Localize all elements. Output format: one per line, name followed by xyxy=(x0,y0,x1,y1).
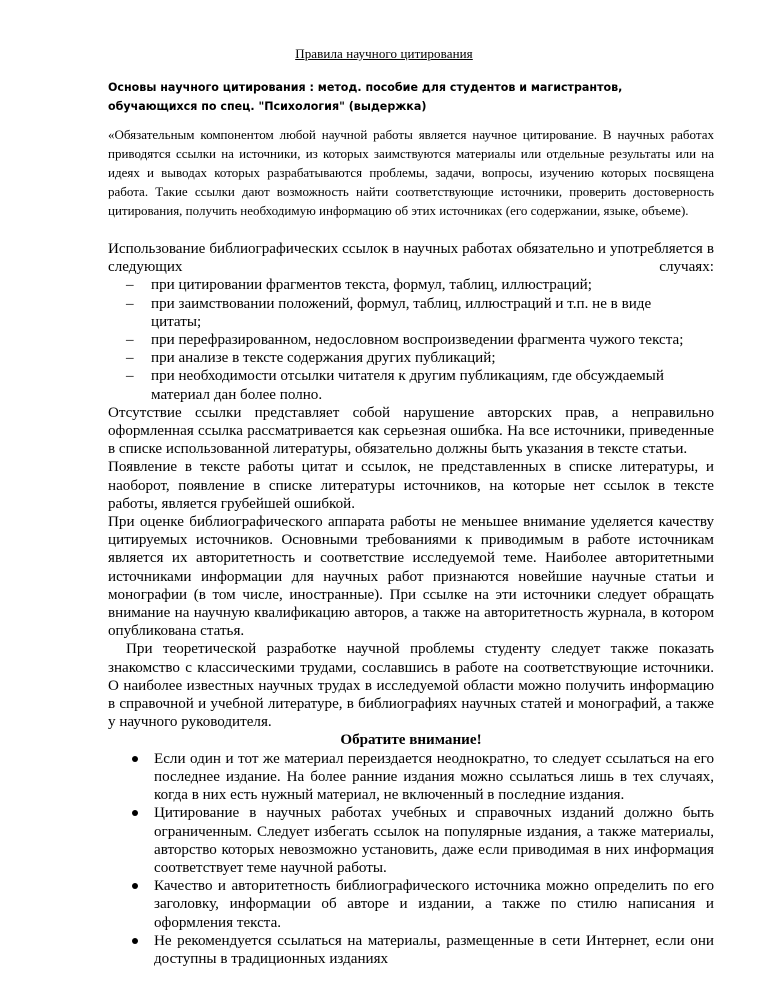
list-item: – при необходимости отсылки читателя к другим публикациям, где обсуждаемый материал дан более полно. xyxy=(126,368,664,403)
bullet-icon xyxy=(132,756,138,762)
paragraph-theoretical: При теоретической разработке научной проблемы студенту следует также показать знакомство с классическими трудами, сославшись в работе на соответствующие источники. О наиболее известных научных трудах в исследуемой области можно получить информацию в справочной и учебной литературе, в библиографиях научных статей и монографий, а также у научного руководителя. xyxy=(108,641,714,731)
notes-list xyxy=(108,750,714,968)
dash-marker: – xyxy=(126,368,134,385)
list-item: – при перефразированном, недословном воспроизведении фрагмента чужого текста; xyxy=(126,332,684,349)
bullet-icon xyxy=(132,883,138,889)
paragraph-source-quality: При оценке библиографического аппарата работы не меньшее внимание уделяется качеству цитируемых источников. Основными требованиями к приводимым в работе источникам является их авторитетность и соответствие исследуемой теме. Наиболее авторитетными источниками информации для научных работ признаются новейшие научные статьи и монографии (в том числе, иностранные). При ссылке на эти источники следует обращать внимание на научную квалификацию авторов, а также на авторитетность журнала, в котором опубликована статья. xyxy=(108,514,714,640)
intro-line-1 xyxy=(108,240,714,276)
list-item: Качество и авторитетность библиографического источника можно определить по его заголовку, информации об авторе и издании, а также по стилю написания и оформления текста. xyxy=(108,877,714,932)
list-item: – при цитировании фрагментов текста, формул, таблиц, иллюстраций; xyxy=(126,277,592,294)
list-item: – при анализе в тексте содержания других публикаций; xyxy=(126,350,496,367)
quote-paragraph: «Обязательным компонентом любой научной работы является научное цитирование. В научных работах приводятся ссылки на источники, из которых заимствуются материалы или отдельные результаты или на идеях и выводах которых разрабатываются проблемы, задачи, вопросы, изучению которых посвящена работа. Такие ссылки дают возможность найти соответствующие источники, проверить достоверность цитирования, получить необходимую информацию об этих источниках (его содержании, языке, объеме). xyxy=(108,127,714,218)
list-item: – при заимствовании положений, формул, таблиц, иллюстраций и т.п. не в виде цитаты; xyxy=(126,295,652,330)
bullet-icon xyxy=(132,810,138,816)
dash-marker: – xyxy=(126,350,134,367)
document-title: Правила научного цитирования xyxy=(295,46,473,61)
list-item: Если один и тот же материал переиздается неоднократно, то следует ссылаться на его последнее издание. На более ранние издания можно ссылаться лишь в тех случаях, когда в них есть нужный материал, не включенный в последние издания. xyxy=(108,750,714,805)
main-text xyxy=(108,240,714,968)
paragraph-mismatch: Появление в тексте работы цитат и ссылок, не представленных в списке литературы, и наоборот, появление в списке литературы источников, на которые нет ссылок в тексте работы, является грубейшей ошибкой. xyxy=(108,459,714,512)
list-item: Цитирование в научных работах учебных и справочных изданий должно быть ограниченным. Следует избегать ссылок на популярные издания, а также материалы, авторство которых невозможно установить, даже если приводимая в них информация соответствует теме научной работы. xyxy=(108,804,714,877)
attention-heading: Обратите внимание! xyxy=(340,732,482,749)
intro-paragraph: Использование библиографических ссылок в научных работах обязательно и употребляется в следующих случаях: xyxy=(108,241,714,276)
paragraph-missing-reference: Отсутствие ссылки представляет собой нарушение авторских прав, а неправильно оформленная ссылка рассматривается как серьезная ошибка. На все источники, приведенные в списке использованной литературы, обязательно должны быть указания в тексте статьи. xyxy=(108,404,714,458)
dash-marker: – xyxy=(126,332,134,349)
source-reference: Основы научного цитирования : метод. пособие для студентов и магистрантов, обучающихся по спец. "Психология" (выдержка) xyxy=(108,81,623,113)
dash-marker: – xyxy=(126,277,134,294)
dash-marker: – xyxy=(126,295,134,312)
citation-cases-list xyxy=(108,276,714,403)
list-item: Не рекомендуется ссылаться на материалы, размещенные в сети Интернет, если они доступны в традиционных изданиях xyxy=(108,932,714,968)
bullet-icon xyxy=(132,938,138,944)
